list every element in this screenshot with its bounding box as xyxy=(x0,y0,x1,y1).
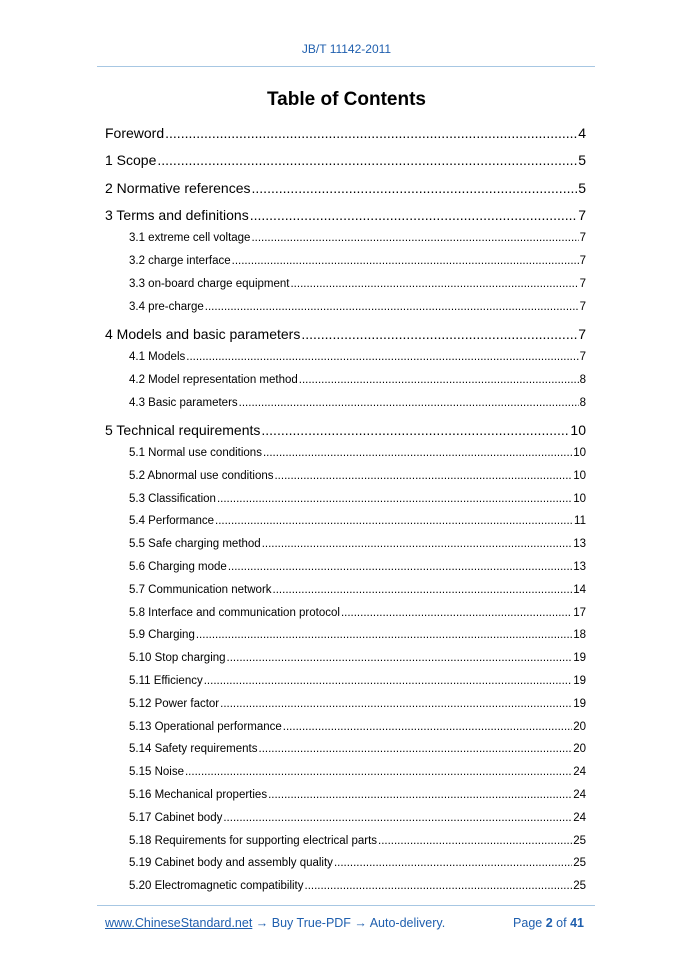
toc-entry-title: 4 Models and basic parameters xyxy=(105,325,301,342)
toc-entry-title: 5.2 Abnormal use conditions xyxy=(129,469,274,482)
toc-entry-title: 3.3 on-board charge equipment xyxy=(129,277,290,290)
toc-leader-dots xyxy=(196,629,572,641)
toc-leader-dots xyxy=(250,207,577,223)
toc-leader-dots xyxy=(239,397,579,409)
toc-entry-title: 5.10 Stop charging xyxy=(129,652,226,665)
toc-entry[interactable] xyxy=(129,515,586,527)
toc-entry-title: 5.16 Mechanical properties xyxy=(129,788,268,801)
toc-entry-page: 25 xyxy=(573,857,586,870)
toc-entry-page: 24 xyxy=(573,766,586,779)
toc-leader-dots xyxy=(305,880,573,892)
toc-leader-dots xyxy=(228,561,572,573)
site-link[interactable]: www.ChineseStandard.net xyxy=(105,916,253,930)
toc-leader-dots xyxy=(227,652,573,664)
page-title: Table of Contents xyxy=(266,89,427,110)
toc-entry-title: 4.2 Model representation method xyxy=(129,373,298,386)
toc-entry-page: 17 xyxy=(573,606,586,619)
toc-leader-dots xyxy=(215,515,573,527)
toc-leader-dots xyxy=(283,721,572,733)
toc-entry-page: 24 xyxy=(573,811,586,824)
toc-entry[interactable] xyxy=(129,278,586,290)
toc-entry-page: 4 xyxy=(578,125,586,141)
toc-entry[interactable] xyxy=(129,584,586,596)
footer-promo-text: → Buy True-PDF → Auto-delivery. xyxy=(252,916,446,930)
toc-entry-page: 7 xyxy=(579,232,586,245)
page-total: 41 xyxy=(570,916,584,930)
toc-entry[interactable] xyxy=(129,607,586,619)
toc-entry[interactable] xyxy=(129,812,586,824)
toc-entry-page: 7 xyxy=(579,277,586,290)
toc-entry[interactable] xyxy=(129,255,586,267)
toc-entry[interactable] xyxy=(129,447,586,459)
toc-entry-page: 10 xyxy=(573,492,586,505)
toc-entry[interactable] xyxy=(129,374,586,386)
toc-leader-dots xyxy=(185,766,572,778)
toc-entry-page: 25 xyxy=(573,880,586,893)
toc-entry-page: 11 xyxy=(574,515,586,528)
toc-entry-page: 14 xyxy=(573,583,586,596)
toc-entry[interactable] xyxy=(105,180,586,196)
toc-entry[interactable] xyxy=(129,743,586,755)
toc-entry-title: Foreword xyxy=(105,125,165,141)
toc-entry-title: 5.5 Safe charging method xyxy=(129,538,261,551)
toc-entry-title: 1 Scope xyxy=(105,152,157,169)
toc-leader-dots xyxy=(186,351,578,363)
toc-entry[interactable] xyxy=(129,857,586,869)
page-current: 2 xyxy=(545,916,553,930)
toc-leader-dots xyxy=(262,538,573,550)
toc-entry-title: 5.17 Cabinet body xyxy=(129,811,223,824)
toc-leader-dots xyxy=(273,584,573,596)
toc-entry-title: 4.3 Basic parameters xyxy=(129,396,238,409)
toc-leader-dots xyxy=(157,152,577,168)
toc-entry-title: 3.4 pre-charge xyxy=(129,300,204,313)
toc-entry[interactable] xyxy=(129,835,586,847)
page-number xyxy=(513,916,584,930)
toc-leader-dots xyxy=(301,326,577,342)
toc-leader-dots xyxy=(217,493,572,505)
toc-entry-page: 19 xyxy=(573,697,586,710)
toc-entry-page: 5 xyxy=(578,152,586,169)
toc-entry[interactable] xyxy=(105,422,586,438)
toc-entry-page: 10 xyxy=(573,469,586,482)
toc-entry-title: 5.13 Operational performance xyxy=(129,720,282,733)
toc-entry-page: 8 xyxy=(579,396,586,409)
toc-leader-dots xyxy=(268,789,572,801)
toc-entry[interactable] xyxy=(129,301,586,313)
toc-entry[interactable] xyxy=(129,721,586,733)
of-word: of xyxy=(556,916,567,930)
toc-entry-page: 7 xyxy=(578,206,586,223)
toc-leader-dots xyxy=(220,698,572,710)
toc-leader-dots xyxy=(223,812,572,824)
toc-leader-dots xyxy=(204,675,572,687)
toc-leader-dots xyxy=(252,180,578,196)
toc-entry-title: 4.1 Models xyxy=(129,350,186,363)
toc-entry[interactable] xyxy=(129,880,586,892)
toc-entry-page: 20 xyxy=(573,720,586,733)
toc-leader-dots xyxy=(205,301,579,313)
toc-entry-title: 5.12 Power factor xyxy=(129,697,220,710)
header-divider xyxy=(97,66,595,67)
toc-entry[interactable] xyxy=(129,470,586,482)
toc-entry-page: 7 xyxy=(579,350,586,363)
toc-entry-title: 3.2 charge interface xyxy=(129,254,231,267)
toc-entry-page: 13 xyxy=(573,560,586,573)
toc-entry[interactable] xyxy=(129,698,586,710)
toc-leader-dots xyxy=(290,278,578,290)
toc-entry-title: 5.19 Cabinet body and assembly quality xyxy=(129,857,333,870)
toc-entry[interactable] xyxy=(129,652,586,664)
toc-entry[interactable] xyxy=(129,397,586,409)
document-code: JB/T 11142-2011 xyxy=(301,42,392,56)
toc-leader-dots xyxy=(165,125,577,141)
toc-entry-title: 3 Terms and definitions xyxy=(105,206,249,223)
toc-entry-page: 5 xyxy=(578,179,586,196)
toc-entry-title: 5.3 Classification xyxy=(129,492,216,505)
toc-entry[interactable] xyxy=(129,538,586,550)
toc-entry-title: 5.8 Interface and communication protocol xyxy=(129,606,340,619)
toc-entry[interactable] xyxy=(105,125,586,141)
toc-leader-dots xyxy=(299,374,579,386)
toc-leader-dots xyxy=(274,470,572,482)
toc-entry[interactable] xyxy=(105,326,586,342)
toc-entry[interactable] xyxy=(105,152,586,168)
toc-leader-dots xyxy=(334,857,572,869)
toc-entry[interactable] xyxy=(129,232,586,244)
toc-entry-title: 5.6 Charging mode xyxy=(129,560,227,573)
toc-entry-page: 10 xyxy=(570,421,586,438)
toc-entry-page: 10 xyxy=(573,446,586,459)
toc-entry-title: 5.20 Electromagnetic compatibility xyxy=(129,880,304,893)
toc-entry[interactable] xyxy=(129,766,586,778)
toc-entry-page: 7 xyxy=(579,300,586,313)
toc-entry-page: 18 xyxy=(573,629,586,642)
toc-entry-title: 5.11 Efficiency xyxy=(129,674,203,687)
toc-entry[interactable] xyxy=(129,561,586,573)
toc-entry-page: 13 xyxy=(573,538,586,551)
footer-divider xyxy=(97,905,595,906)
toc-leader-dots xyxy=(341,607,572,619)
toc-entry-title: 5.9 Charging xyxy=(129,629,195,642)
toc-entry-title: 5.7 Communication network xyxy=(129,583,272,596)
toc-leader-dots xyxy=(261,422,569,438)
toc-entry[interactable] xyxy=(129,675,586,687)
page-word: Page xyxy=(513,916,543,930)
toc-entry[interactable] xyxy=(129,351,586,363)
footer-promo-line xyxy=(105,916,445,930)
toc-entry-title: 5.1 Normal use conditions xyxy=(129,446,262,459)
toc-entry[interactable] xyxy=(129,789,586,801)
toc-entry-page: 20 xyxy=(573,743,586,756)
toc-entry[interactable] xyxy=(129,629,586,641)
toc-entry-page: 25 xyxy=(573,834,586,847)
toc-leader-dots xyxy=(378,835,572,847)
toc-entry-title: 5.15 Noise xyxy=(129,766,184,779)
toc-entry[interactable] xyxy=(105,207,586,223)
toc-entry-title: 5.4 Performance xyxy=(129,515,215,528)
toc-leader-dots xyxy=(263,447,572,459)
toc-entry-page: 19 xyxy=(573,652,586,665)
toc-entry[interactable] xyxy=(129,493,586,505)
toc-entry-page: 8 xyxy=(579,373,586,386)
toc-entry-page: 7 xyxy=(579,254,586,267)
toc-entry-title: 3.1 extreme cell voltage xyxy=(129,232,251,245)
toc-entry-page: 7 xyxy=(578,325,586,342)
toc-leader-dots xyxy=(259,743,573,755)
toc-entry-page: 24 xyxy=(573,788,586,801)
toc-leader-dots xyxy=(251,232,578,244)
toc-leader-dots xyxy=(232,255,579,267)
toc-entry-page: 19 xyxy=(573,674,586,687)
toc-entry-title: 2 Normative references xyxy=(105,179,251,196)
toc-entry-title: 5.18 Requirements for supporting electrical parts xyxy=(129,834,378,847)
toc-entry-title: 5 Technical requirements xyxy=(105,421,261,438)
toc-entry-title: 5.14 Safety requirements xyxy=(129,743,258,756)
